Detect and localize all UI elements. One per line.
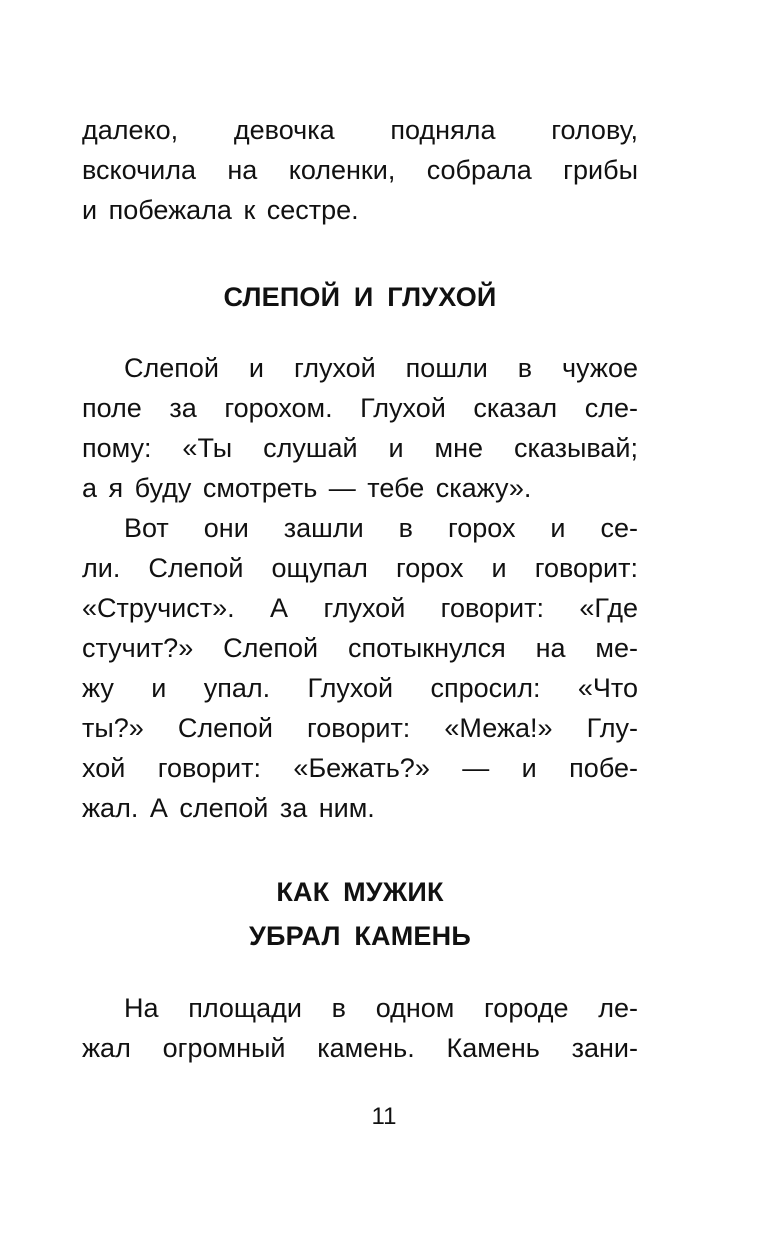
text-line: Слепой и глухой пошли в чужое <box>124 353 638 383</box>
text-line: «Стручист». А глухой говорит: «Где <box>82 593 638 623</box>
text-line: жал огромный камень. Камень зани- <box>82 1033 638 1063</box>
story2-paragraph-1 <box>82 988 638 1068</box>
page-number: 11 <box>371 1103 397 1130</box>
text-line: а я буду смотреть — тебе скажу». <box>82 473 532 503</box>
text-line: ты?» Слепой говорит: «Межа!» Глу- <box>82 713 638 743</box>
text-line: стучит?» Слепой спотыкнулся на ме- <box>82 633 638 663</box>
text-line: жу и упал. Глухой спросил: «Что <box>82 673 638 703</box>
story1-paragraph-2 <box>82 508 638 828</box>
story-title-line-2: УБРАЛ КАМЕНЬ <box>249 921 471 951</box>
intro-paragraph <box>82 110 638 230</box>
story-title: СЛЕПОЙ И ГЛУХОЙ <box>223 282 497 312</box>
text-line: ли. Слепой ощупал горох и говорит: <box>82 553 638 583</box>
text-line: вскочила на коленки, собрала грибы <box>82 155 638 185</box>
text-line: пому: «Ты слушай и мне сказывай; <box>82 433 638 463</box>
text-line: и побежала к сестре. <box>82 195 359 225</box>
story1-paragraph-1 <box>82 348 638 508</box>
text-line: Вот они зашли в горох и се- <box>124 513 638 543</box>
text-line: жал. А слепой за ним. <box>82 793 375 823</box>
text-line: На площади в одном городе ле- <box>124 993 638 1023</box>
text-line: далеко, девочка подняла голову, <box>82 115 638 145</box>
text-line: хой говорит: «Бежать?» — и побе- <box>82 753 638 783</box>
story-title-line-1: КАК МУЖИК <box>276 877 444 907</box>
text-line: поле за горохом. Глухой сказал сле- <box>82 393 638 423</box>
